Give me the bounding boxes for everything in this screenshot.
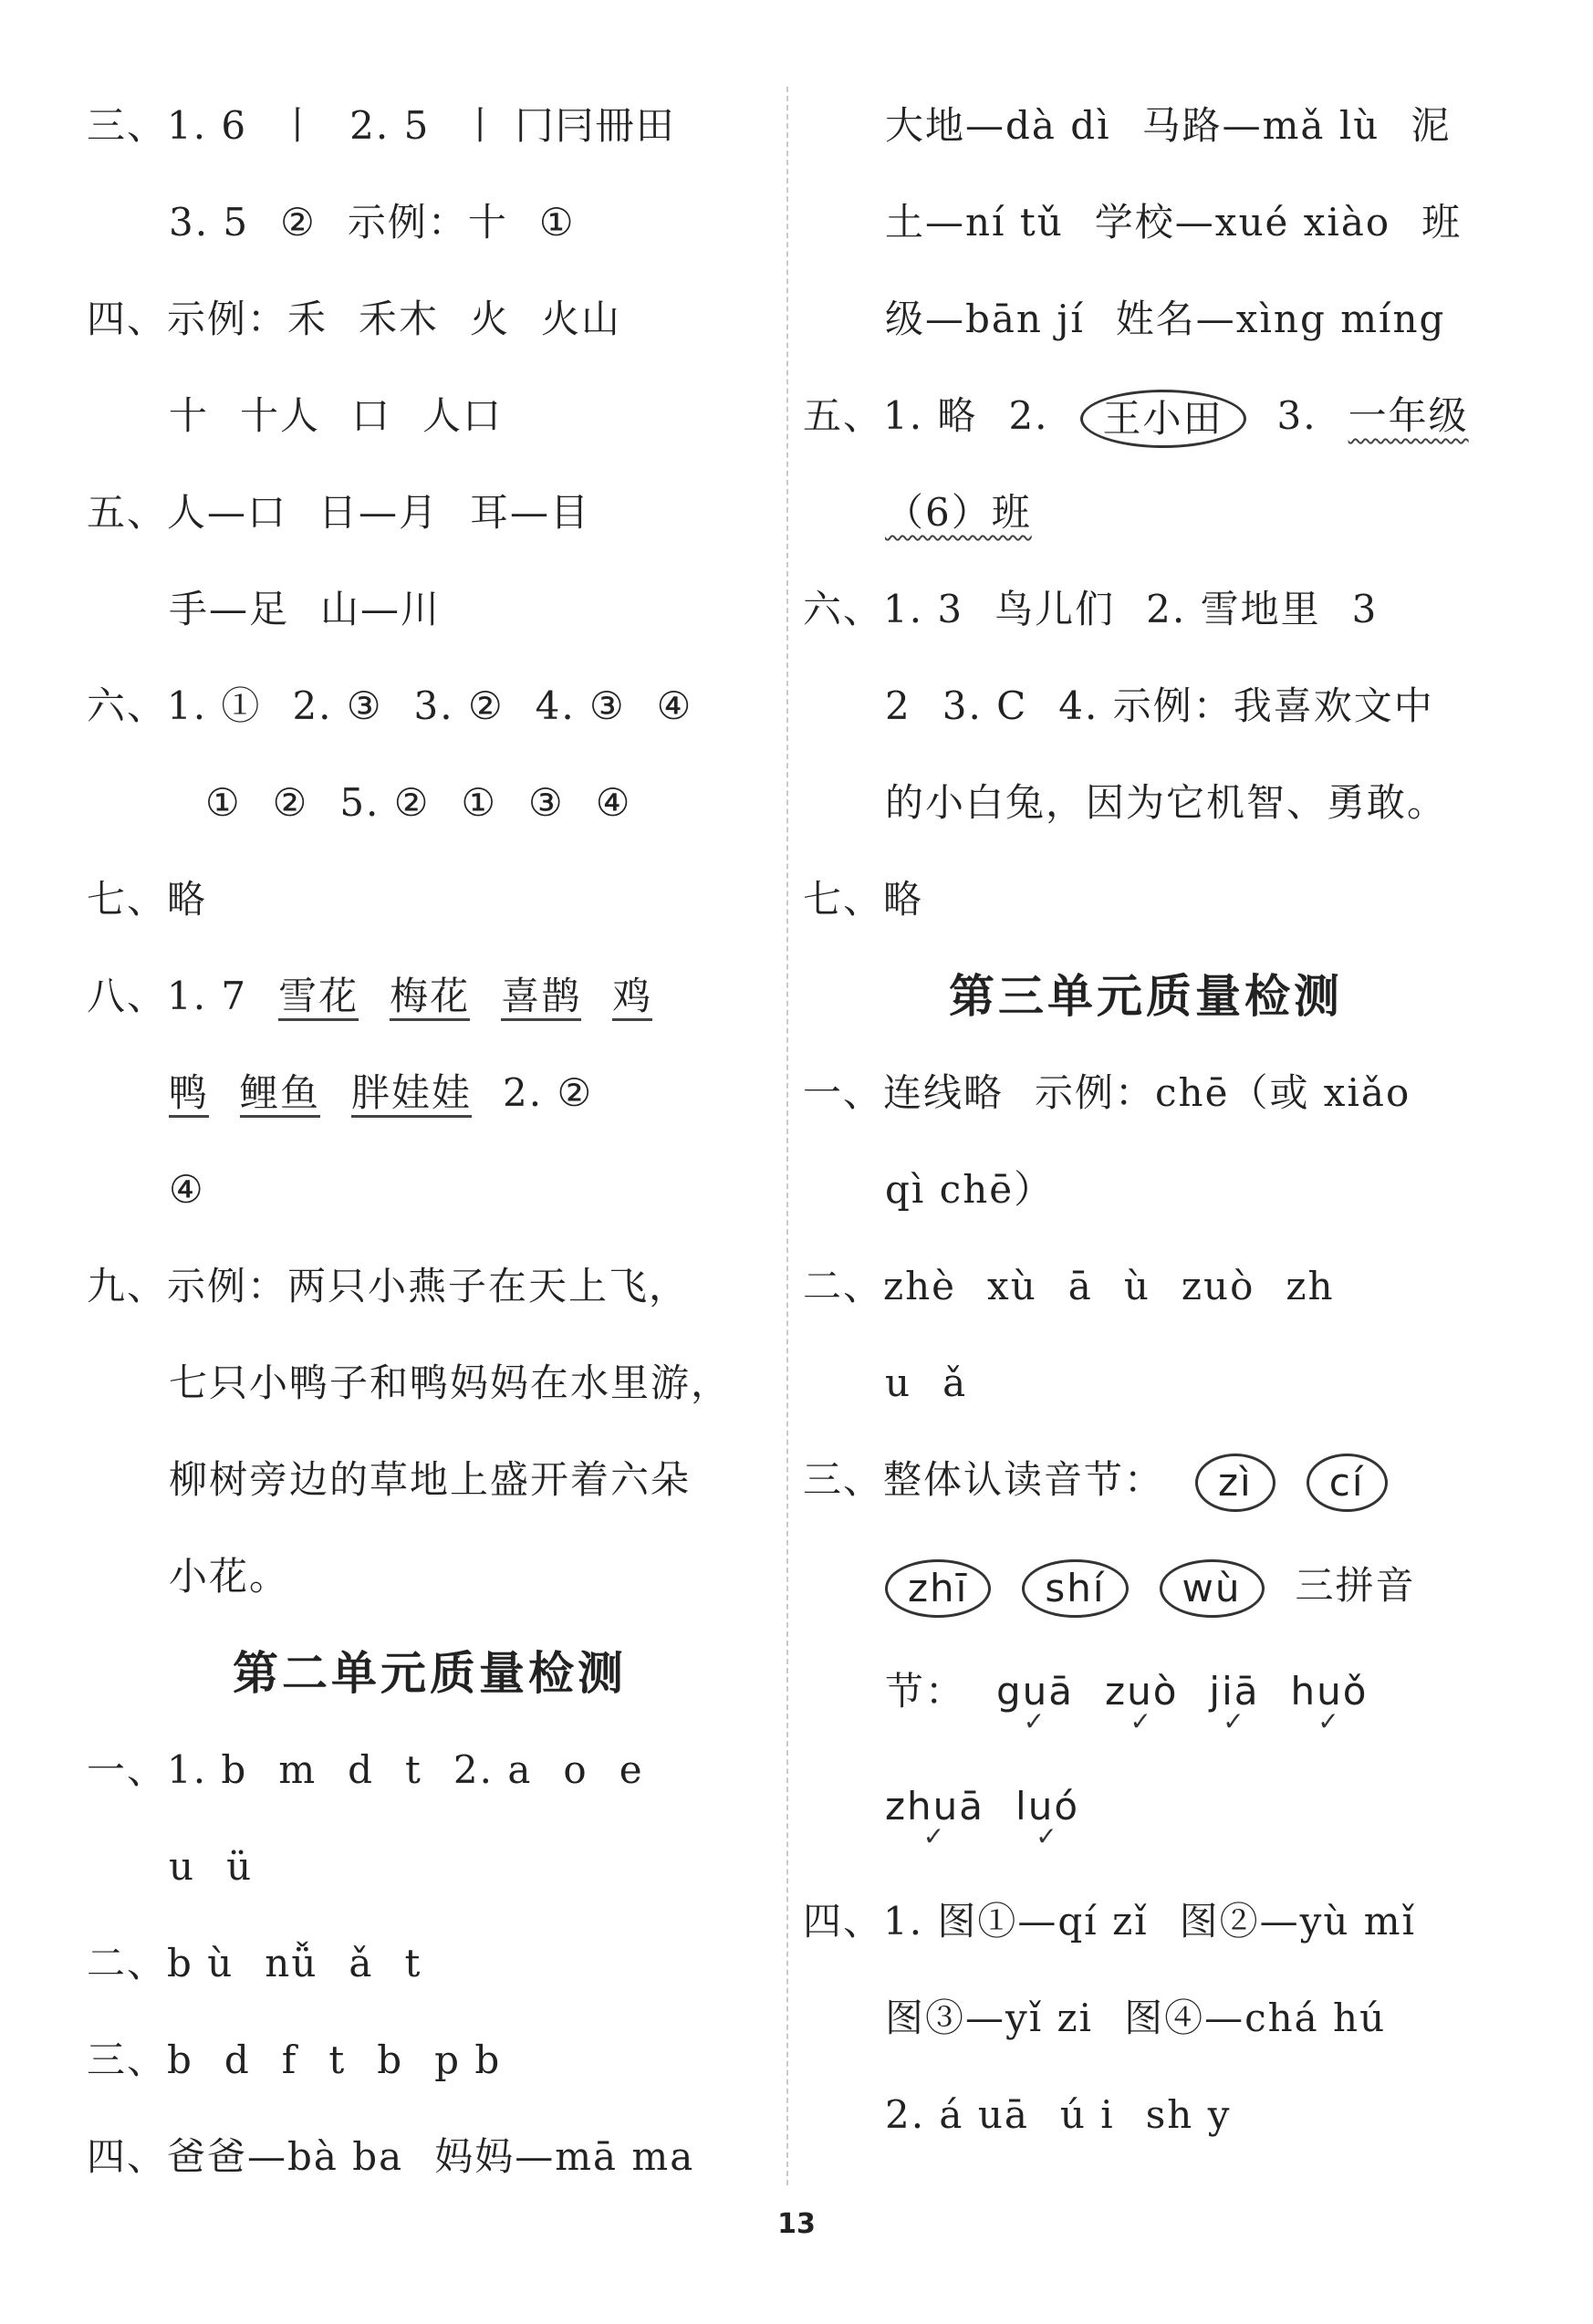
circled-syllable: shí bbox=[1022, 1559, 1128, 1618]
answer-line bbox=[885, 755, 1447, 851]
answer-text: qì chē） bbox=[885, 1167, 1055, 1212]
answer-line bbox=[885, 1537, 1416, 1634]
circled-syllable: zhī bbox=[885, 1559, 991, 1618]
answer-text: 手—足 bbox=[169, 587, 290, 631]
answer-text: p b bbox=[434, 2037, 502, 2082]
answer-line bbox=[803, 1873, 1416, 1970]
answer-text: 柳树旁边的草地上盛开着六朵 bbox=[169, 1457, 692, 1502]
answer-text: 鸟儿们 bbox=[994, 587, 1116, 631]
answer-text: 图②—yù mǐ bbox=[1179, 1899, 1417, 1944]
answer-text: 耳—目 bbox=[470, 490, 591, 535]
answer-line bbox=[885, 78, 1451, 174]
answer-text: 山—川 bbox=[320, 587, 442, 631]
answer-text: ④ bbox=[595, 780, 632, 825]
answer-line bbox=[885, 1141, 1054, 1238]
answer-text: 口 bbox=[351, 393, 392, 438]
answer-text: 示例：chē（或 xiǎo bbox=[1035, 1070, 1411, 1115]
answer-line bbox=[169, 1141, 205, 1238]
answer-text: 一、连线略 bbox=[803, 1070, 1005, 1115]
answer-text: o bbox=[563, 1747, 588, 1792]
answer-text: 五、人—口 bbox=[87, 490, 288, 535]
answer-text: b bbox=[377, 2037, 404, 2082]
answer-text: 2 bbox=[885, 683, 911, 728]
answer-text: 五、1. 略 bbox=[803, 393, 978, 438]
answer-line bbox=[87, 948, 652, 1045]
answer-line bbox=[885, 1758, 1079, 1855]
ticked-syllable: guā ✓ bbox=[996, 1643, 1074, 1740]
answer-text: 3. 5 bbox=[169, 200, 250, 245]
answer-line bbox=[87, 851, 207, 948]
answer-text: 3. ② bbox=[413, 683, 505, 728]
answer-text: 4. ③ bbox=[535, 683, 626, 728]
answer-text: ǎ bbox=[942, 1360, 968, 1405]
answer-line bbox=[803, 1432, 1388, 1528]
circled-answer: 王小田 bbox=[1080, 390, 1246, 448]
answer-line bbox=[885, 658, 1434, 755]
answer-text: 二、b ù bbox=[87, 1941, 234, 1985]
answer-text: sh y bbox=[1145, 2092, 1232, 2137]
answer-text: 火山 bbox=[541, 297, 622, 341]
answer-text: d bbox=[348, 1747, 375, 1792]
ticked-syllable: jiā ✓ bbox=[1209, 1643, 1259, 1740]
answer-line bbox=[885, 1970, 1386, 2067]
answer-text: 4. 示例：我喜欢文中 bbox=[1058, 683, 1434, 728]
answer-text: t bbox=[405, 1747, 422, 1792]
answer-text: 雪花 bbox=[278, 974, 359, 1021]
answer-text: 三拼音 bbox=[1295, 1563, 1416, 1608]
answer-line bbox=[885, 1643, 1368, 1740]
answer-line bbox=[803, 1238, 1335, 1335]
answer-text: 二、zhè bbox=[803, 1264, 957, 1308]
answer-text: 2. á uā bbox=[885, 2092, 1029, 2137]
answer-text: 三、b bbox=[87, 2037, 193, 2082]
answer-text: 九、示例：两只小燕子在天上飞， bbox=[87, 1264, 690, 1308]
answer-line bbox=[169, 1335, 731, 1432]
answer-line bbox=[87, 2012, 501, 2109]
answer-text: ú i bbox=[1059, 2092, 1115, 2137]
answer-text: t bbox=[328, 2037, 347, 2082]
answer-text: 妈妈—mā ma bbox=[434, 2134, 695, 2179]
answer-line bbox=[169, 174, 575, 271]
answer-text: 级—bān jí bbox=[885, 297, 1085, 341]
answer-line bbox=[87, 2109, 694, 2205]
answer-text: 胖娃娃 bbox=[351, 1071, 472, 1118]
answer-text: 节： bbox=[885, 1669, 966, 1714]
answer-line bbox=[885, 464, 1032, 561]
answer-text: u bbox=[169, 1844, 196, 1889]
answer-line bbox=[885, 2067, 1231, 2163]
ticked-syllable: zuò ✓ bbox=[1105, 1643, 1178, 1740]
answer-text: 七只小鸭子和鸭妈妈在水里游， bbox=[169, 1360, 732, 1405]
answer-line bbox=[169, 561, 441, 658]
answer-line bbox=[169, 1819, 253, 1915]
wavy-underlined-answer: （6）班 bbox=[885, 490, 1032, 535]
answer-text: 土—ní tǔ bbox=[885, 200, 1064, 245]
circled-syllable: zì bbox=[1195, 1454, 1275, 1512]
answer-text: 鲤鱼 bbox=[240, 1071, 320, 1118]
answer-text: 3. bbox=[1276, 393, 1317, 438]
wavy-underlined-answer: 一年级 bbox=[1348, 393, 1469, 438]
answer-line bbox=[803, 561, 1378, 658]
answer-line bbox=[87, 1722, 644, 1819]
answer-text: 2. ② bbox=[503, 1070, 594, 1115]
answer-text: 丨 冂冃冊田 bbox=[461, 103, 676, 148]
answer-line bbox=[803, 851, 923, 948]
answer-text: xù bbox=[987, 1264, 1037, 1308]
answer-line bbox=[87, 1238, 689, 1335]
answer-text: ù bbox=[1123, 1264, 1150, 1308]
answer-text: 鸡 bbox=[612, 974, 652, 1021]
answer-line bbox=[169, 1528, 289, 1625]
answer-line bbox=[205, 755, 631, 851]
section-heading: 第二单元质量检测 bbox=[233, 1646, 627, 1700]
answer-line bbox=[885, 271, 1445, 368]
answer-text: 学校—xué xiào bbox=[1094, 200, 1391, 245]
answer-text: 三、1. 6 bbox=[87, 103, 248, 148]
answer-text: 鸭 bbox=[169, 1071, 209, 1118]
answer-text: zuò bbox=[1181, 1264, 1255, 1308]
answer-text: 禾木 bbox=[359, 297, 440, 341]
answer-text: 2. bbox=[1008, 393, 1049, 438]
answer-text: zh bbox=[1286, 1264, 1335, 1308]
answer-line bbox=[169, 1045, 593, 1141]
answer-text: 示例：十 bbox=[347, 200, 508, 245]
answer-text: 四、爸爸—bà ba bbox=[87, 2134, 404, 2179]
answer-text: ① bbox=[205, 780, 242, 825]
answer-text: 四、示例：禾 bbox=[87, 297, 328, 341]
answer-text: 八、1. 7 bbox=[87, 974, 248, 1018]
answer-text: ǎ bbox=[349, 1941, 374, 1985]
answer-text: 丨 bbox=[278, 103, 319, 148]
answer-text: 2. 雪地里 bbox=[1146, 587, 1321, 631]
answer-text: 七、略 bbox=[87, 877, 208, 922]
answer-text: 喜鹊 bbox=[501, 974, 581, 1021]
answer-text: 十 bbox=[169, 393, 210, 438]
ticked-syllable: huǒ ✓ bbox=[1291, 1643, 1369, 1740]
answer-text: ④ bbox=[169, 1167, 205, 1212]
answer-text: nǚ bbox=[265, 1941, 318, 1985]
answer-text: f bbox=[281, 2037, 298, 2082]
answer-line bbox=[169, 1432, 691, 1528]
answer-line bbox=[803, 1045, 1411, 1141]
ticked-syllable: luó ✓ bbox=[1015, 1758, 1079, 1855]
ticked-syllable: zhuā ✓ bbox=[885, 1758, 984, 1855]
answer-text: 马路—mǎ lù bbox=[1141, 103, 1380, 148]
answer-text: 2. 5 bbox=[349, 103, 431, 148]
answer-text: 3. C bbox=[942, 683, 1028, 728]
answer-text: 四、1. 图①—qí zǐ bbox=[803, 1899, 1149, 1944]
answer-text: 一、1. b bbox=[87, 1747, 248, 1792]
answer-line bbox=[885, 1335, 967, 1432]
answer-text: u bbox=[885, 1360, 912, 1405]
answer-text: 姓名—xìng míng bbox=[1115, 297, 1446, 341]
answer-line bbox=[87, 658, 692, 755]
answer-text: 3 bbox=[1351, 587, 1379, 631]
page-number: 13 bbox=[777, 2208, 816, 2240]
answer-line bbox=[87, 78, 676, 174]
answer-text: d bbox=[224, 2037, 251, 2082]
answer-text: t bbox=[404, 1941, 422, 1985]
answer-text: 十人 bbox=[240, 393, 321, 438]
answer-text: ② bbox=[280, 200, 317, 245]
answer-text: ② bbox=[272, 780, 309, 825]
answer-text: e bbox=[619, 1747, 644, 1792]
answer-line bbox=[87, 464, 590, 561]
answer-text: 梅花 bbox=[390, 974, 470, 1021]
answer-text: 小花。 bbox=[169, 1554, 290, 1599]
answer-line bbox=[169, 368, 503, 464]
answer-text: ① bbox=[461, 780, 498, 825]
answer-text: 六、1. ① bbox=[87, 683, 262, 728]
answer-text: ③ bbox=[528, 780, 565, 825]
answer-text: 5. ② bbox=[339, 780, 431, 825]
answer-text: 人口 bbox=[422, 393, 504, 438]
circled-syllable: cí bbox=[1307, 1454, 1388, 1512]
answer-text: ü bbox=[226, 1844, 254, 1889]
answer-text: 泥 bbox=[1411, 103, 1452, 148]
answer-text: 火 bbox=[470, 297, 511, 341]
answer-text: ④ bbox=[656, 683, 693, 728]
answer-text: 的小白兔，因为它机智、勇敢。 bbox=[885, 780, 1448, 825]
section-heading: 第三单元质量检测 bbox=[949, 969, 1343, 1023]
answer-text: 图④—chá hú bbox=[1124, 1996, 1387, 2040]
answer-text: 七、略 bbox=[803, 877, 924, 922]
answer-text: 2. ③ bbox=[292, 683, 383, 728]
answer-text: 大地—dà dì bbox=[885, 103, 1111, 148]
answer-text: 图③—yǐ zi bbox=[885, 1996, 1094, 2040]
answer-text: 三、整体认读音节： bbox=[803, 1457, 1165, 1502]
column-divider bbox=[786, 87, 788, 2185]
answer-text: 2. a bbox=[453, 1747, 533, 1792]
answer-line bbox=[885, 174, 1462, 271]
answer-text: m bbox=[278, 1747, 318, 1792]
answer-text: ā bbox=[1067, 1264, 1093, 1308]
answer-line bbox=[803, 368, 1469, 464]
answer-text: 班 bbox=[1421, 200, 1463, 245]
answer-text: 六、1. 3 bbox=[803, 587, 964, 631]
answer-line bbox=[87, 271, 621, 368]
answer-text: 日—月 bbox=[318, 490, 440, 535]
circled-syllable: wù bbox=[1160, 1559, 1265, 1618]
answer-line bbox=[87, 1915, 422, 2012]
answer-text: ① bbox=[538, 200, 576, 245]
